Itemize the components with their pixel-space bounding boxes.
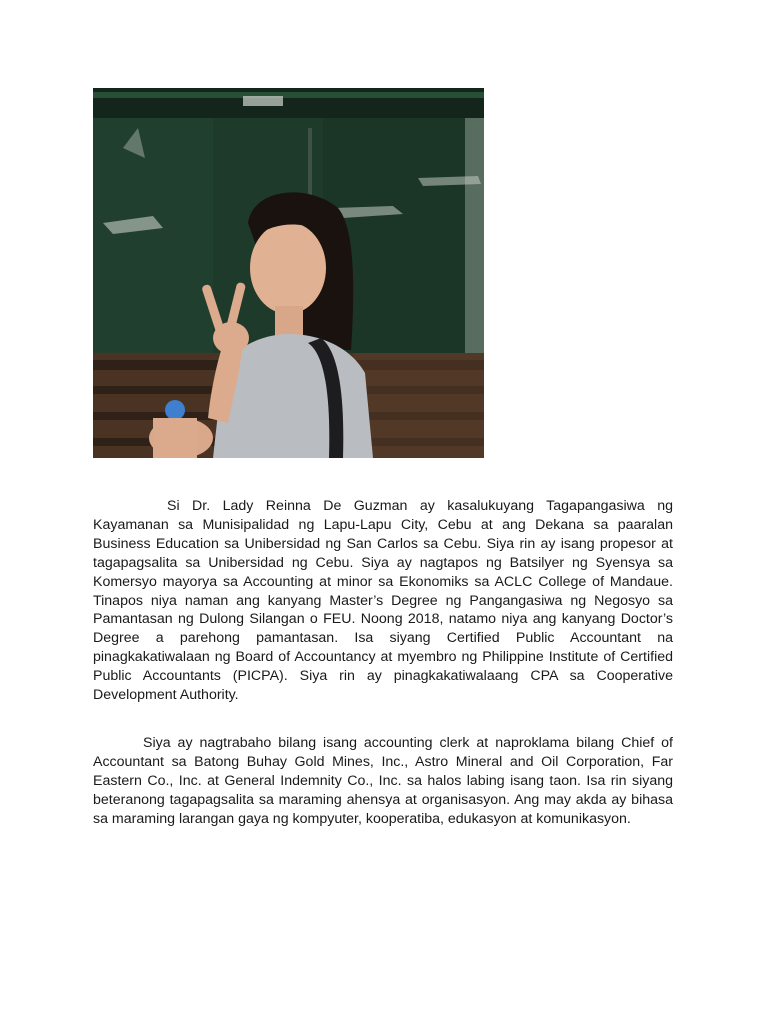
biography-paragraph-1: Si Dr. Lady Reinna De Guzman ay kasalukuyang Tagapangasiwa ng Kayamanan sa Munisipalidad ng Lapu-Lapu City, Cebu at ang Dekana sa paaralan Business Education sa Unibersidad ng San Carlos sa Cebu. Siya rin ay isang propesor at tagapagsalita sa Unibersidad ng Cebu. Siya ay nagtapos ng Batsilyer ng Syensya sa Komersyo mayorya sa Accounting at minor sa Ekonomiks sa ACLC College of Mandaue. Tinapos niya naman ang kanyang Master’s Degree ng Pangangasiwa ng Negosyo sa Pamantasan ng Dulong Silangan o FEU. Noong 2018, natamo niya ang kanyang Doctor’s Degree a parehong pamantasan. Isa siyang Certified Public Accountant na pinagkakatiwalaan ng Board of Accountancy at myembro ng Philippine Institute of Certified Public Accountants (PICPA). Siya rin ay pinagkakatiwalaang CPA sa Cooperative Development Authority.: [93, 498, 673, 704]
biography-paragraph-2: Siya ay nagtrabaho bilang isang accounting clerk at naproklama bilang Chief of Accountant sa Batong Buhay Gold Mines, Inc., Astro Mineral and Oil Corporation, Far Eastern Co., Inc. at General Indemnity Co., Inc. sa halos labing isang taon. Isa rin siyang beteranong tagapagsalita sa maraming ahensya at organisasyon. Ang may akda ay bihasa sa maraming larangan gaya ng kompyuter, kooperatiba, edukasyon at komunikasyon.: [93, 735, 673, 827]
portrait-photo: [93, 88, 484, 458]
